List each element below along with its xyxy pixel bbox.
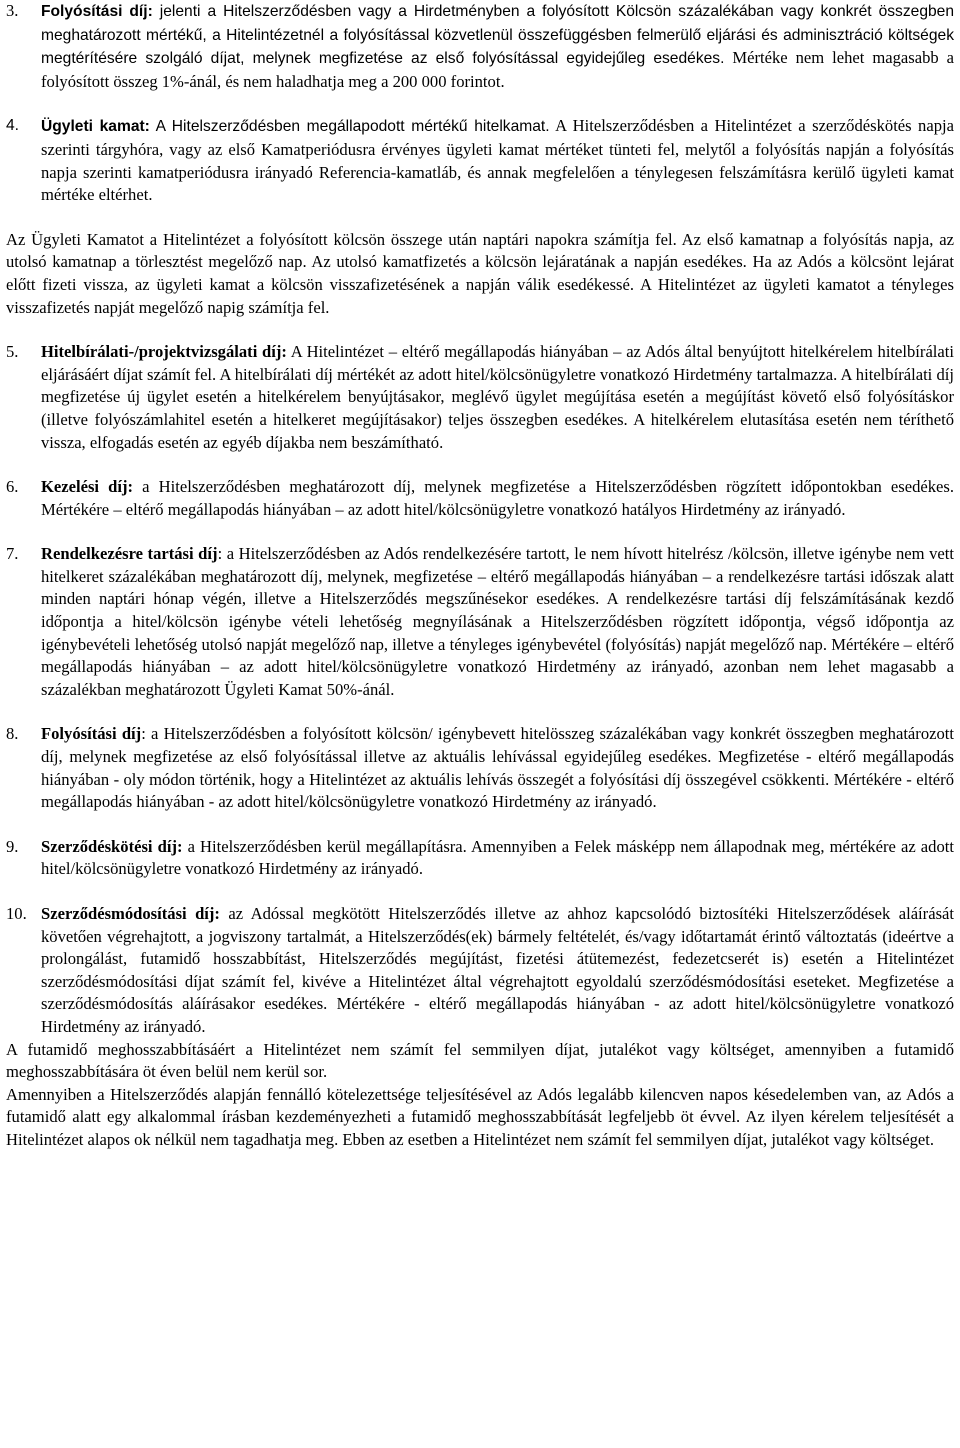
item-title: Folyósítási díj: xyxy=(41,3,153,20)
item-title: Kezelési díj: xyxy=(41,477,134,497)
item-body: A Hitelszerződésben a Hitelintézet a szerződéskötés napja szerinti tárgyhóra, vagy az első Kamatperiódusra érvényes ügyleti kamat mértéket tünteti fel, melytől a folyósítás napján a folyósítás napja szerinti kamatperiódusra irányadó Referencia-kamatláb, és annak megfelelően a ténylegesen felszámításra kerülő ügyleti kamat mértéke eltérhet. xyxy=(41,116,954,205)
item-title: Szerződéskötési díj: xyxy=(41,836,183,856)
closing-paragraph-1: A futamidő meghosszabbításáért a Hitelintézet nem számít fel semmilyen díjat, jutalékot vagy költséget, amennyiben a futamidő meghosszabbítására öt éven belül nem kerül sor. xyxy=(6,1039,954,1082)
item-body-sans: A Hitelszerződésben megállapodott mértékű hitelkamat. xyxy=(149,118,550,136)
list-item-7 xyxy=(6,543,954,701)
item-body-sans: jelenti a Hitelszerződésben vagy a Hirdetményben a folyósított Kölcsön százalékában vagy konkrét összegben meghatározott mértékű, a Hitelintézetnél a folyósítással közvetlenül összefüggésben felmerülő eljárási és adminisztráció költségek megtérítésére szolgáló díjat, melynek megfizetése az első folyósítással egyidejűleg esedékes. xyxy=(41,3,955,68)
list-item-4 xyxy=(6,115,954,206)
item-number: 4. xyxy=(6,117,20,135)
interest-paragraph: Az Ügyleti Kamatot a Hitelintézet a folyósított kölcsön összege után naptári napokra számítja fel. Az első kamatnap a folyósítás napja, az utolsó kamatnap a törlesztést megelőző nap. Az utolsó kamatfizetés a kölcsön lejáratának a napján esedékes. Ha az Adós a kölcsönt lejárat előtt fizeti vissza, az ügyleti kamat a kölcsön visszafizetésének a napján válik esedékessé. A Hitelintézet az ügyleti kamatot a tényleges visszafizetés napját megelőző napig számítja fel. xyxy=(6,229,954,317)
item-number: 3. xyxy=(6,1,19,20)
item-body: az Adóssal megkötött Hitelszerződés illetve az ahhoz kapcsolódó biztosítéki Hitelszerződések aláírását követően végrehajtott, a jogviszony tartalmát, a Hitelszerződés(ek) bármely feltételét, és/vagy időtartamát érintő változtatás (ideértve a prolongálást, futamidő hosszabbítást, Hitelszerződés megújítást, fizetési átütemezést, fedezetcserét is) esetén a Hitelintézet szerződésmódosítási díjat számít fel, kivéve a Hitelintézet által végrehajtott egyoldalú szerződésmódosítási eseteket. Megfizetése a szerződésmódosítás aláírásakor esedékes. Mértékére - eltérő megállapodás hiányában - az adott hitel/kölcsönügyletre vonatkozó Hirdetmény az irányadó. xyxy=(41,904,954,1036)
item-body: A Hitelintézet – eltérő megállapodás hiányában – az Adós által benyújtott hitelkérelem hitelbírálati eljárásáért díjat számít fel. A hitelbírálati díj mértékét az adott hitel/kölcsönügyletre vonatkozó Hirdetmény tartalmazza. A hitelbírálati díj megfizetése új ügylet esetén a hitelkérelem benyújtásakor, meglévő ügylet megújítása esetén a megújítást követő első folyósításkor (illetve folyószámlahitel esetén a hitelkeret megújításakor) teljes összegben esedékes. A hitelkérelem elutasítása esetén nem téríthető vissza, elfogadás esetén az egyéb díjakba nem beszámítható. xyxy=(41,342,955,452)
item-body: Mértéke nem lehet magasabb a folyósított összeg 1%-ánál, és nem haladhatja meg a 200 000 forintot. xyxy=(41,48,954,91)
item-number: 6. xyxy=(6,477,19,497)
list-item-6 xyxy=(6,476,954,521)
list-item-10 xyxy=(6,903,954,1039)
item-title: Folyósítási díj xyxy=(41,724,142,744)
item-body: a Hitelszerződésben meghatározott díj, melynek megfizetése a Hitelszerződésben rögzített időpontokban esedékes. Mértékére – eltérő megállapodás hiányában – az adott hitel/kölcsönügyletre vonatkozó hatályos Hirdetmény az irányadó. xyxy=(41,477,954,519)
item-number: 9. xyxy=(6,836,19,856)
item-title: Rendelkezésre tartási díj xyxy=(41,544,218,564)
closing-paragraph-2: Amennyiben a Hitelszerződés alapján fennálló kötelezettsége teljesítésével az Adós legalább kilencven napos késedelemben van, az Adós a futamidő alatt egy alkalommal írásban kezdeményezheti a futamidő meghosszabbítását legfeljebb öt évvel. Az ilyen kérelem teljesítését a Hitelintézet alapos ok nélkül nem tagadhatja meg. Ebben az esetben a Hitelintézet nem számít fel semmilyen díjat, jutalékot vagy költséget. xyxy=(6,1084,954,1149)
item-number: 7. xyxy=(6,544,19,564)
item-body: : a Hitelszerződésben az Adós rendelkezésére tartott, le nem hívott hitelrész /kölcsön, illetve igénybe nem vett hitelkeret százalékában meghatározott díj, melynek, megfizetése – eltérő megállapodás hiányában – a rendelkezésre tartási időszak alatt minden naptári hónap végén, illetve a Hitelszerződés megszűnésekor esedékes. A rendelkezésre tartási díj felszámításának kezdő időpontja a hitel/kölcsön igénybe vételi lehetőség megnyílásának a Hitelszerződésben rögzített időpontja, végső időpontja az igénybevételi lehetőség utolsó napját megelőző nap, illetve a tényleges igénybevétel (folyósítás) napját megelőző nap. Mértékére – eltérő megállapodás hiányában – az adott hitel/kölcsönügyletre vonatkozó Hirdetmény az irányadó, azonban nem lehet magasabb a százalékban meghatározott Ügyleti Kamat 50%-ánál. xyxy=(41,544,955,699)
item-body: a Hitelszerződésben kerül megállapításra. Amennyiben a Felek másképp nem állapodnak meg, mértékére az adott hitel/kölcsönügyletre vonatkozó Hirdetmény az irányadó. xyxy=(41,836,954,879)
item-number: 8. xyxy=(6,724,19,744)
item-title: Hitelbírálati-/projektvizsgálati díj: xyxy=(41,342,287,362)
list-item-9 xyxy=(6,836,954,881)
item-title: Ügyleti kamat: xyxy=(41,118,150,136)
item-number: 5. xyxy=(6,342,19,362)
list-item-5 xyxy=(6,341,954,454)
list-item-8 xyxy=(6,723,954,813)
item-body: : a Hitelszerződésben a folyósított kölcsön/ igénybevett hitelösszeg százalékában vagy konkrét összegben meghatározott díj, melynek megfizetése az első folyósítással illetve az aktuális lehívással egyidejűleg esedékes. Megfizetése - eltérő megállapodás hiányában - oly módon történik, hogy a Hitelintézet az aktuális lehívás összegét a folyósítási díj összegével csökkenti. Mértékére - eltérő megállapodás hiányában - az adott hitel/kölcsönügyletre vonatkozó Hirdetmény az irányadó. xyxy=(41,724,955,812)
list-item-3 xyxy=(6,0,954,93)
item-number: 10. xyxy=(6,904,27,923)
item-title: Szerződésmódosítási díj: xyxy=(41,904,220,923)
